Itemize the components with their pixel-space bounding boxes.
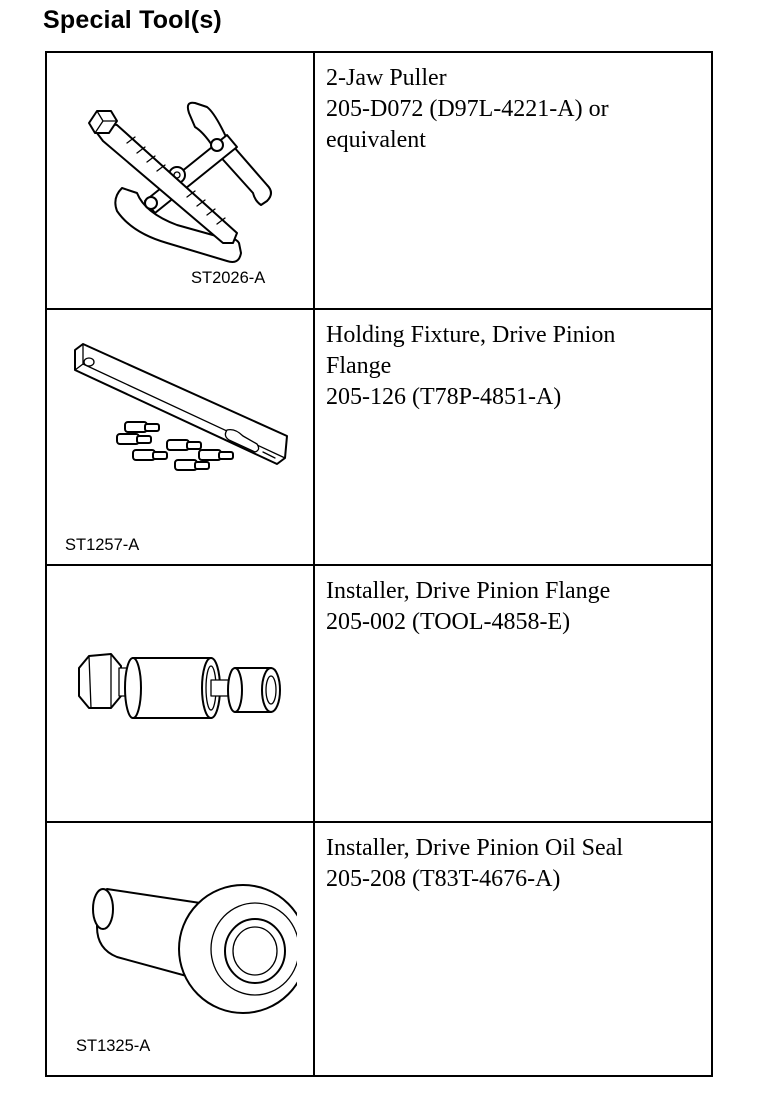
section-title: Special Tool(s) [43,6,222,34]
tool-row [46,822,712,1077]
two-jaw-puller-icon [77,93,277,273]
tool-name: Installer, Drive Pinion Flange [326,578,611,604]
tool-number: 205-126 (T78P-4851-A) [326,383,562,410]
tool-name-continued: Flange [326,352,392,379]
tool-description-cell [314,52,712,309]
tool-code-label: ST1257-A [65,535,140,554]
tool-number: 205-D072 (D97L-4221-A) or [326,96,609,122]
tool-number: 205-002 (TOOL-4858-E) [326,609,571,635]
tool-row [46,565,712,822]
tool-number-continued: equivalent [326,127,426,153]
tool-code-label: ST2026-A [191,269,266,287]
tool-code-label: ST1325-A [76,1036,151,1055]
tool-description-cell [314,822,712,1077]
tool-name: 2-Jaw Puller [326,65,447,91]
tool-name: Holding Fixture, Drive Pinion [326,321,616,348]
tool-row [46,309,712,566]
tool-description-cell [314,565,712,822]
holding-fixture-icon [67,340,297,500]
tool-image-cell [46,565,314,822]
oil-seal-installer-icon [77,867,297,1017]
flange-installer-icon [71,632,291,742]
tool-image-cell [46,822,314,1077]
tool-name: Installer, Drive Pinion Oil Seal [326,834,623,861]
special-tools-table [45,51,713,1077]
tool-description-cell [314,309,712,566]
tool-number: 205-208 (T83T-4676-A) [326,865,561,892]
tool-image-cell [46,52,314,309]
tool-row [46,52,712,309]
tool-image-cell [46,309,314,566]
